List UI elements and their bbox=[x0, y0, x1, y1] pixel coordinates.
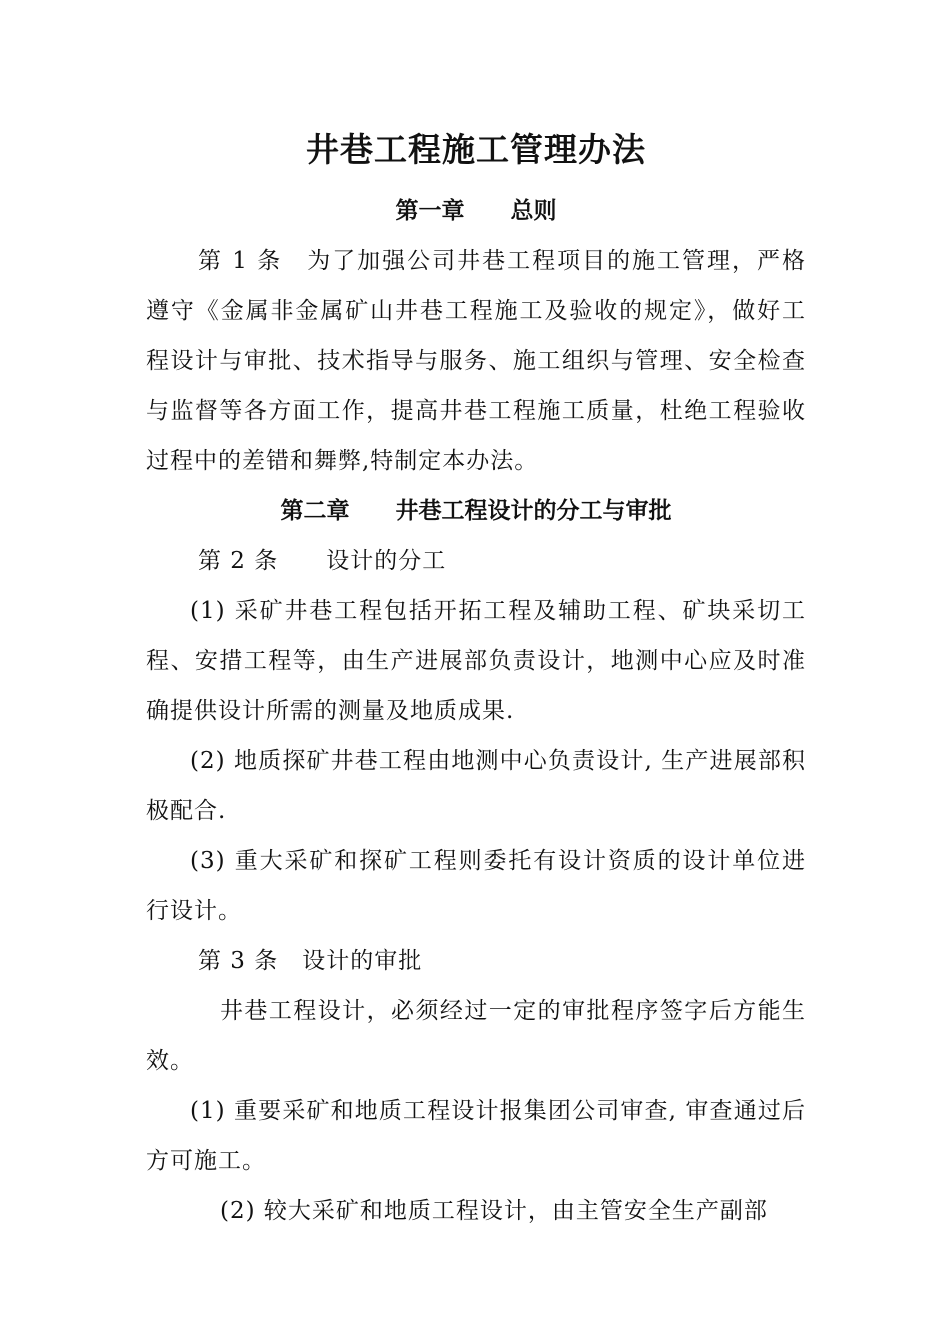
document-title: 井巷工程施工管理办法 bbox=[306, 130, 646, 169]
article-2-item-2: (2) 地质探矿井巷工程由地测中心负责设计, 生产进展部积极配合. bbox=[146, 748, 806, 824]
article-3-intro: 井巷工程设计，必须经过一定的审批程序签字后方能生效。 bbox=[146, 998, 806, 1074]
document-body bbox=[146, 122, 806, 1236]
article-2-item-3: (3) 重大采矿和探矿工程则委托有设计资质的设计单位进行设计。 bbox=[146, 848, 806, 924]
article-3-heading: 第 3 条 设计的审批 bbox=[198, 948, 423, 974]
article-2-heading: 第 2 条 设计的分工 bbox=[198, 548, 447, 574]
article-3-item-2: (2) 较大采矿和地质工程设计，由主管安全生产副部 bbox=[220, 1198, 768, 1224]
article-2-item-1: (1) 采矿井巷工程包括开拓工程及辅助工程、矿块采切工程、安措工程等，由生产进展部负责设计，地测中心应及时准确提供设计所需的测量及地质成果. bbox=[146, 598, 806, 724]
article-3-item-1: (1) 重要采矿和地质工程设计报集团公司审查, 审查通过后方可施工。 bbox=[146, 1098, 806, 1174]
chapter-2-heading: 第二章 井巷工程设计的分工与审批 bbox=[280, 497, 672, 524]
chapter-1-heading: 第一章 总则 bbox=[395, 197, 557, 224]
article-1-paragraph: 第 1 条 为了加强公司井巷工程项目的施工管理，严格遵守《金属非金属矿山井巷工程施工及验收的规定》，做好工程设计与审批、技术指导与服务、施工组织与管理、安全检查与监督等各方面工作，提高井巷工程施工质量，杜绝工程验收过程中的差错和舞弊,特制定本办法。 bbox=[146, 248, 806, 474]
